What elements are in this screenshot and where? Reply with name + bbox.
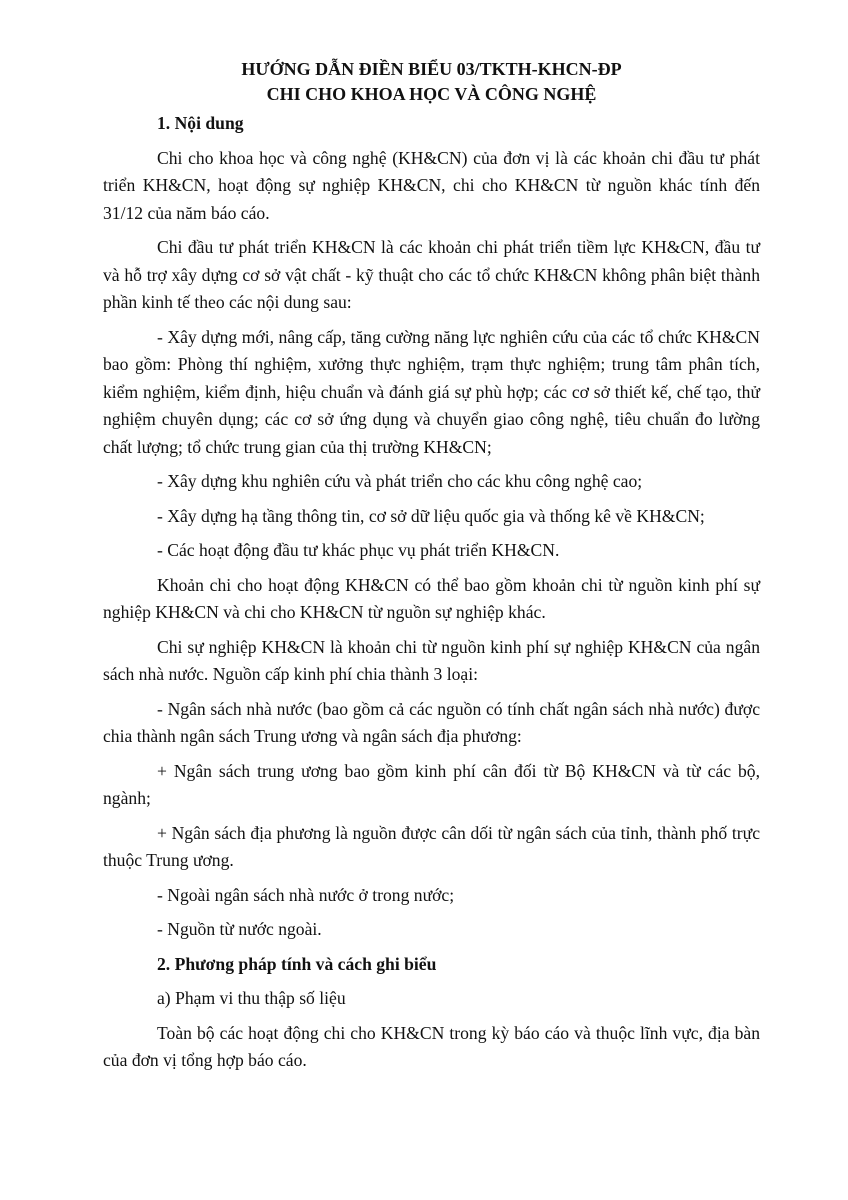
paragraph-5: - Xây dựng hạ tầng thông tin, cơ sở dữ liệu quốc gia và thống kê về KH&CN; [157,505,705,526]
paragraph-3: - Xây dựng mới, nâng cấp, tăng cường năng lực nghiên cứu của các tổ chức KH&CN bao gồm: Phòng thí nghiệm, xưởng thực nghiệm, trạm thực nghiệm; trung tâm phân tích, kiểm nghiệm, kiểm định, hiệu chuẩn và đánh giá sự phù hợp; các cơ sở thiết kế, chế tạo, thử nghiệm chuyên dụng; các cơ sở ứng dụng và chuyển giao công nghệ, tiêu chuẩn đo lường chất lượng; tổ chức trung gian của thị trường KH&CN; [103,326,760,457]
paragraph-4: - Xây dựng khu nghiên cứu và phát triển cho các khu công nghệ cao; [157,471,643,491]
paragraph-12: - Ngoài ngân sách nhà nước ở trong nước; [157,884,455,905]
subsection-a-heading: a) Phạm vi thu thập số liệu [157,988,346,1008]
paragraph-8: Chi sự nghiệp KH&CN là khoản chi từ nguồn kinh phí sự nghiệp KH&CN của ngân sách nhà nước. Nguồn cấp kinh phí chia thành 3 loại: [103,636,760,684]
paragraph-14: Toàn bộ các hoạt động chi cho KH&CN trong kỳ báo cáo và thuộc lĩnh vực, địa bàn của đơn vị tổng hợp báo cáo. [103,1022,760,1070]
document-title-block [103,57,760,107]
document-title-line-2: CHI CHO KHOA HỌC VÀ CÔNG NGHỆ [266,84,597,104]
document-page [103,57,760,1082]
paragraph-2: Chi đầu tư phát triển KH&CN là các khoản chi phát triển tiềm lực KH&CN, đầu tư và hỗ trợ xây dựng cơ sở vật chất - kỹ thuật cho các tổ chức KH&CN không phân biệt thành phần kinh tế theo các nội dung sau: [103,237,760,312]
document-title-line-1: HƯỚNG DẪN ĐIỀN BIỂU 03/TKTH-KHCN-ĐP [241,59,622,79]
paragraph-10: + Ngân sách trung ương bao gồm kinh phí cân đối từ Bộ KH&CN và từ các bộ, ngành; [103,760,760,808]
section-2-heading: 2. Phương pháp tính và cách ghi biểu [157,953,437,974]
paragraph-7: Khoản chi cho hoạt động KH&CN có thể bao gồm khoản chi từ nguồn kinh phí sự nghiệp KH&CN và chi cho KH&CN từ nguồn sự nghiệp khác. [103,574,760,622]
paragraph-1: Chi cho khoa học và công nghệ (KH&CN) của đơn vị là các khoản chi đầu tư phát triển KH&CN, hoạt động sự nghiệp KH&CN, chi cho KH&CN từ nguồn khác tính đến 31/12 của năm báo cáo. [103,147,760,223]
paragraph-11: + Ngân sách địa phương là nguồn được cân dối từ ngân sách của tỉnh, thành phố trực thuộc Trung ương. [103,822,760,870]
section-1-heading: 1. Nội dung [157,113,244,133]
paragraph-6: - Các hoạt động đầu tư khác phục vụ phát triển KH&CN. [157,540,560,560]
paragraph-9: - Ngân sách nhà nước (bao gồm cả các nguồn có tính chất ngân sách nhà nước) được chia thành ngân sách Trung ương và ngân sách địa phương: [103,698,760,746]
paragraph-13: - Nguồn từ nước ngoài. [157,919,322,939]
